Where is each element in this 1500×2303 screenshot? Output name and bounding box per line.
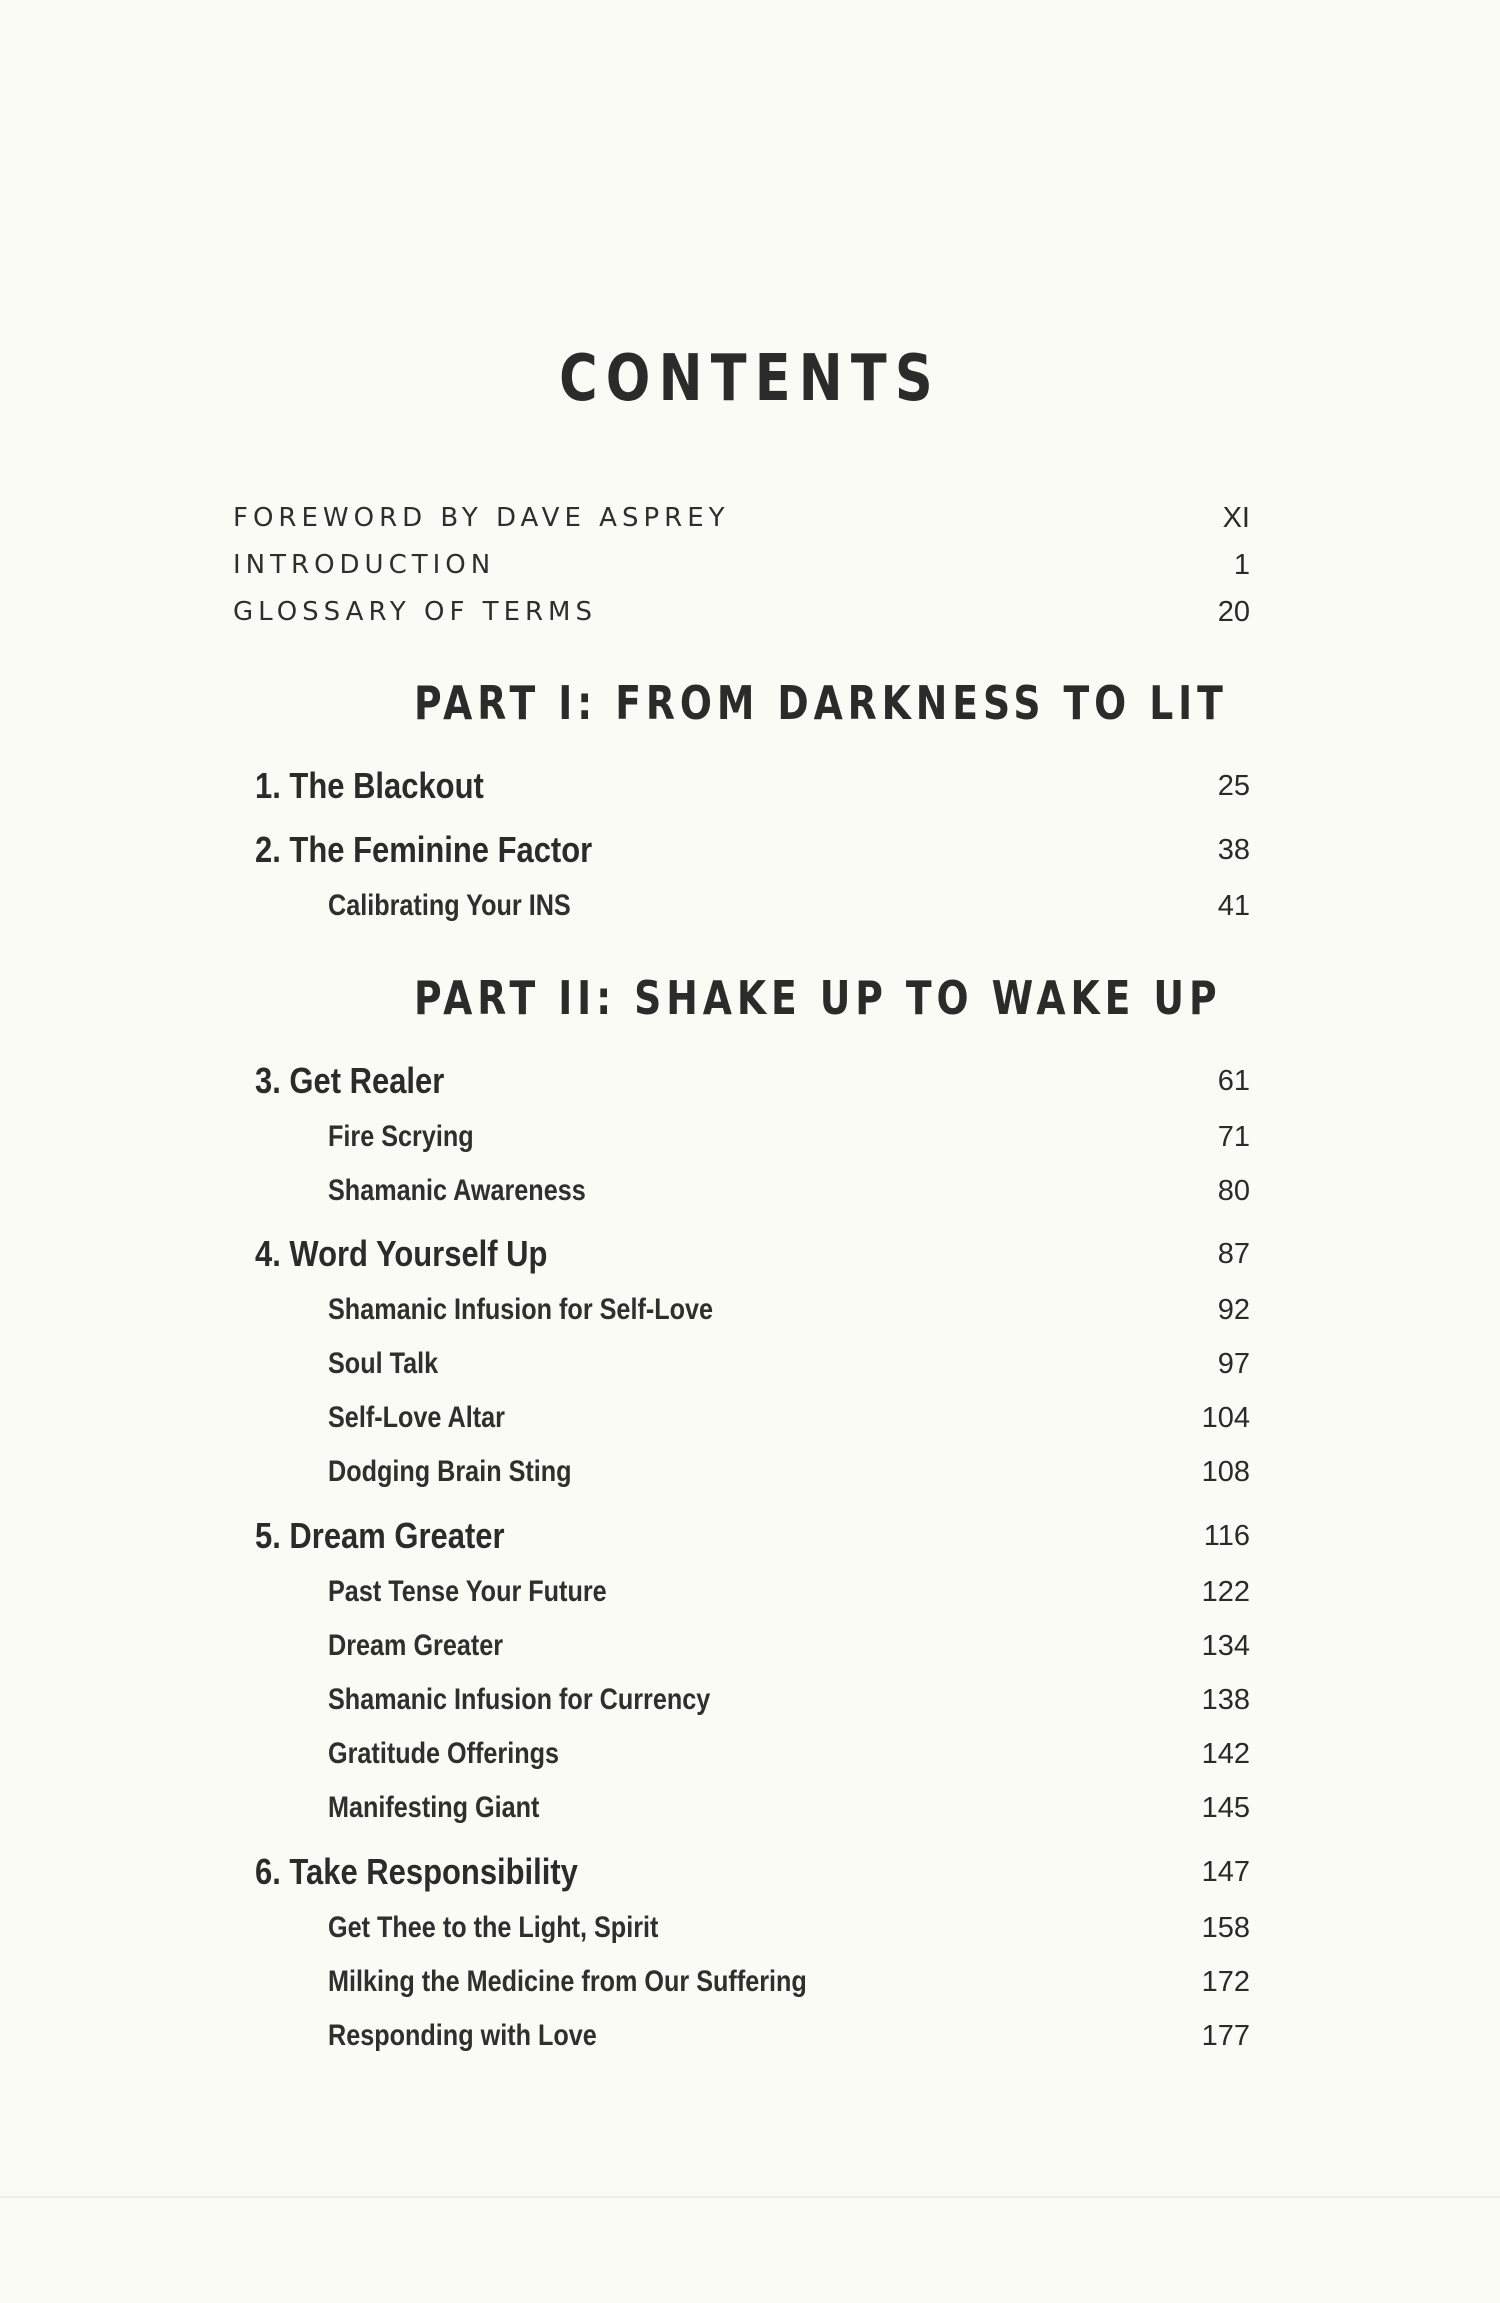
toc-chapter-label: 5. Dream Greater bbox=[255, 1515, 505, 1556]
toc-section-label: Soul Talk bbox=[328, 1347, 439, 1380]
toc-section-label: Past Tense Your Future bbox=[328, 1575, 607, 1608]
toc-section-label: Gratitude Offerings bbox=[328, 1737, 560, 1770]
toc-entry-label: GLOSSARY OF TERMS bbox=[233, 597, 597, 627]
toc-chapter-page: 147 bbox=[1201, 1856, 1250, 1888]
toc-section-label: Shamanic Awareness bbox=[328, 1174, 586, 1207]
toc-chapter-4[interactable] bbox=[0, 1228, 1500, 1280]
toc-chapter-5[interactable] bbox=[0, 1510, 1500, 1562]
toc-section[interactable] bbox=[0, 1566, 1500, 1618]
toc-entry-page: XI bbox=[1222, 502, 1250, 534]
toc-entry-page: 1 bbox=[1233, 549, 1250, 581]
toc-section-page: 138 bbox=[1201, 1684, 1250, 1716]
toc-chapter-label: 2. The Feminine Factor bbox=[255, 829, 593, 870]
toc-section[interactable] bbox=[0, 1728, 1500, 1780]
toc-section[interactable] bbox=[0, 1446, 1500, 1498]
toc-section[interactable] bbox=[0, 1620, 1500, 1672]
toc-section-page: 108 bbox=[1201, 1456, 1250, 1488]
toc-section[interactable] bbox=[0, 1902, 1500, 1954]
toc-section-label: Manifesting Giant bbox=[328, 1791, 540, 1824]
toc-section[interactable] bbox=[0, 1338, 1500, 1390]
toc-entry-introduction[interactable] bbox=[0, 539, 1500, 591]
part-heading-1: PART I: FROM DARKNESS TO LIT bbox=[414, 676, 1228, 730]
toc-section-page: 177 bbox=[1201, 2020, 1250, 2052]
toc-section-page: 104 bbox=[1201, 1402, 1250, 1434]
toc-section[interactable] bbox=[0, 1165, 1500, 1217]
part-heading-2: PART II: SHAKE UP TO WAKE UP bbox=[414, 971, 1222, 1025]
toc-section-page: 71 bbox=[1217, 1121, 1250, 1153]
toc-section-page: 142 bbox=[1201, 1738, 1250, 1770]
toc-section-page: 97 bbox=[1217, 1348, 1250, 1380]
toc-chapter-page: 25 bbox=[1217, 770, 1250, 802]
toc-entry-label: INTRODUCTION bbox=[233, 550, 496, 580]
toc-section-page: 41 bbox=[1217, 890, 1250, 922]
toc-section-label: Self-Love Altar bbox=[328, 1401, 505, 1434]
toc-section-page: 80 bbox=[1217, 1175, 1250, 1207]
toc-chapter-label: 4. Word Yourself Up bbox=[255, 1233, 548, 1274]
toc-chapter-page: 87 bbox=[1217, 1238, 1250, 1270]
toc-section-page: 172 bbox=[1201, 1966, 1250, 1998]
toc-section-label: Shamanic Infusion for Currency bbox=[328, 1683, 711, 1716]
toc-section-page: 92 bbox=[1217, 1294, 1250, 1326]
toc-entry-page: 20 bbox=[1217, 596, 1250, 628]
toc-section-label: Dream Greater bbox=[328, 1629, 504, 1662]
toc-section[interactable] bbox=[0, 1674, 1500, 1726]
toc-section-page: 158 bbox=[1201, 1912, 1250, 1944]
toc-section[interactable] bbox=[0, 1392, 1500, 1444]
toc-section-label: Calibrating Your INS bbox=[328, 889, 571, 922]
toc-chapter-label: 6. Take Responsibility bbox=[255, 1851, 578, 1892]
toc-entry-label: FOREWORD BY DAVE ASPREY bbox=[233, 503, 730, 533]
toc-section[interactable] bbox=[0, 1782, 1500, 1834]
toc-section-label: Responding with Love bbox=[328, 2019, 597, 2052]
toc-section-label: Dodging Brain Sting bbox=[328, 1455, 572, 1488]
toc-section-label: Fire Scrying bbox=[328, 1120, 474, 1153]
toc-section[interactable] bbox=[0, 1111, 1500, 1163]
toc-section-label: Get Thee to the Light, Spirit bbox=[328, 1911, 659, 1944]
toc-section[interactable] bbox=[0, 880, 1500, 932]
toc-chapter-1[interactable] bbox=[0, 760, 1500, 812]
toc-chapter-6[interactable] bbox=[0, 1846, 1500, 1898]
page-title: CONTENTS bbox=[559, 342, 941, 416]
toc-chapter-label: 3. Get Realer bbox=[255, 1060, 445, 1101]
toc-chapter-page: 38 bbox=[1217, 834, 1250, 866]
toc-chapter-2[interactable] bbox=[0, 824, 1500, 876]
toc-chapter-3[interactable] bbox=[0, 1055, 1500, 1107]
toc-chapter-page: 116 bbox=[1203, 1520, 1250, 1552]
toc-section-page: 145 bbox=[1201, 1792, 1250, 1824]
toc-chapter-page: 61 bbox=[1217, 1065, 1250, 1097]
toc-section[interactable] bbox=[0, 1284, 1500, 1336]
page-edge-line bbox=[0, 2196, 1500, 2198]
toc-section-label: Milking the Medicine from Our Suffering bbox=[328, 1965, 807, 1998]
toc-chapter-label: 1. The Blackout bbox=[255, 765, 484, 806]
toc-entry-foreword[interactable] bbox=[0, 492, 1500, 544]
toc-section[interactable] bbox=[0, 1956, 1500, 2008]
toc-section-page: 122 bbox=[1201, 1576, 1250, 1608]
toc-entry-glossary[interactable] bbox=[0, 586, 1500, 638]
toc-section[interactable] bbox=[0, 2010, 1500, 2062]
toc-section-label: Shamanic Infusion for Self-Love bbox=[328, 1293, 714, 1326]
toc-section-page: 134 bbox=[1201, 1630, 1250, 1662]
